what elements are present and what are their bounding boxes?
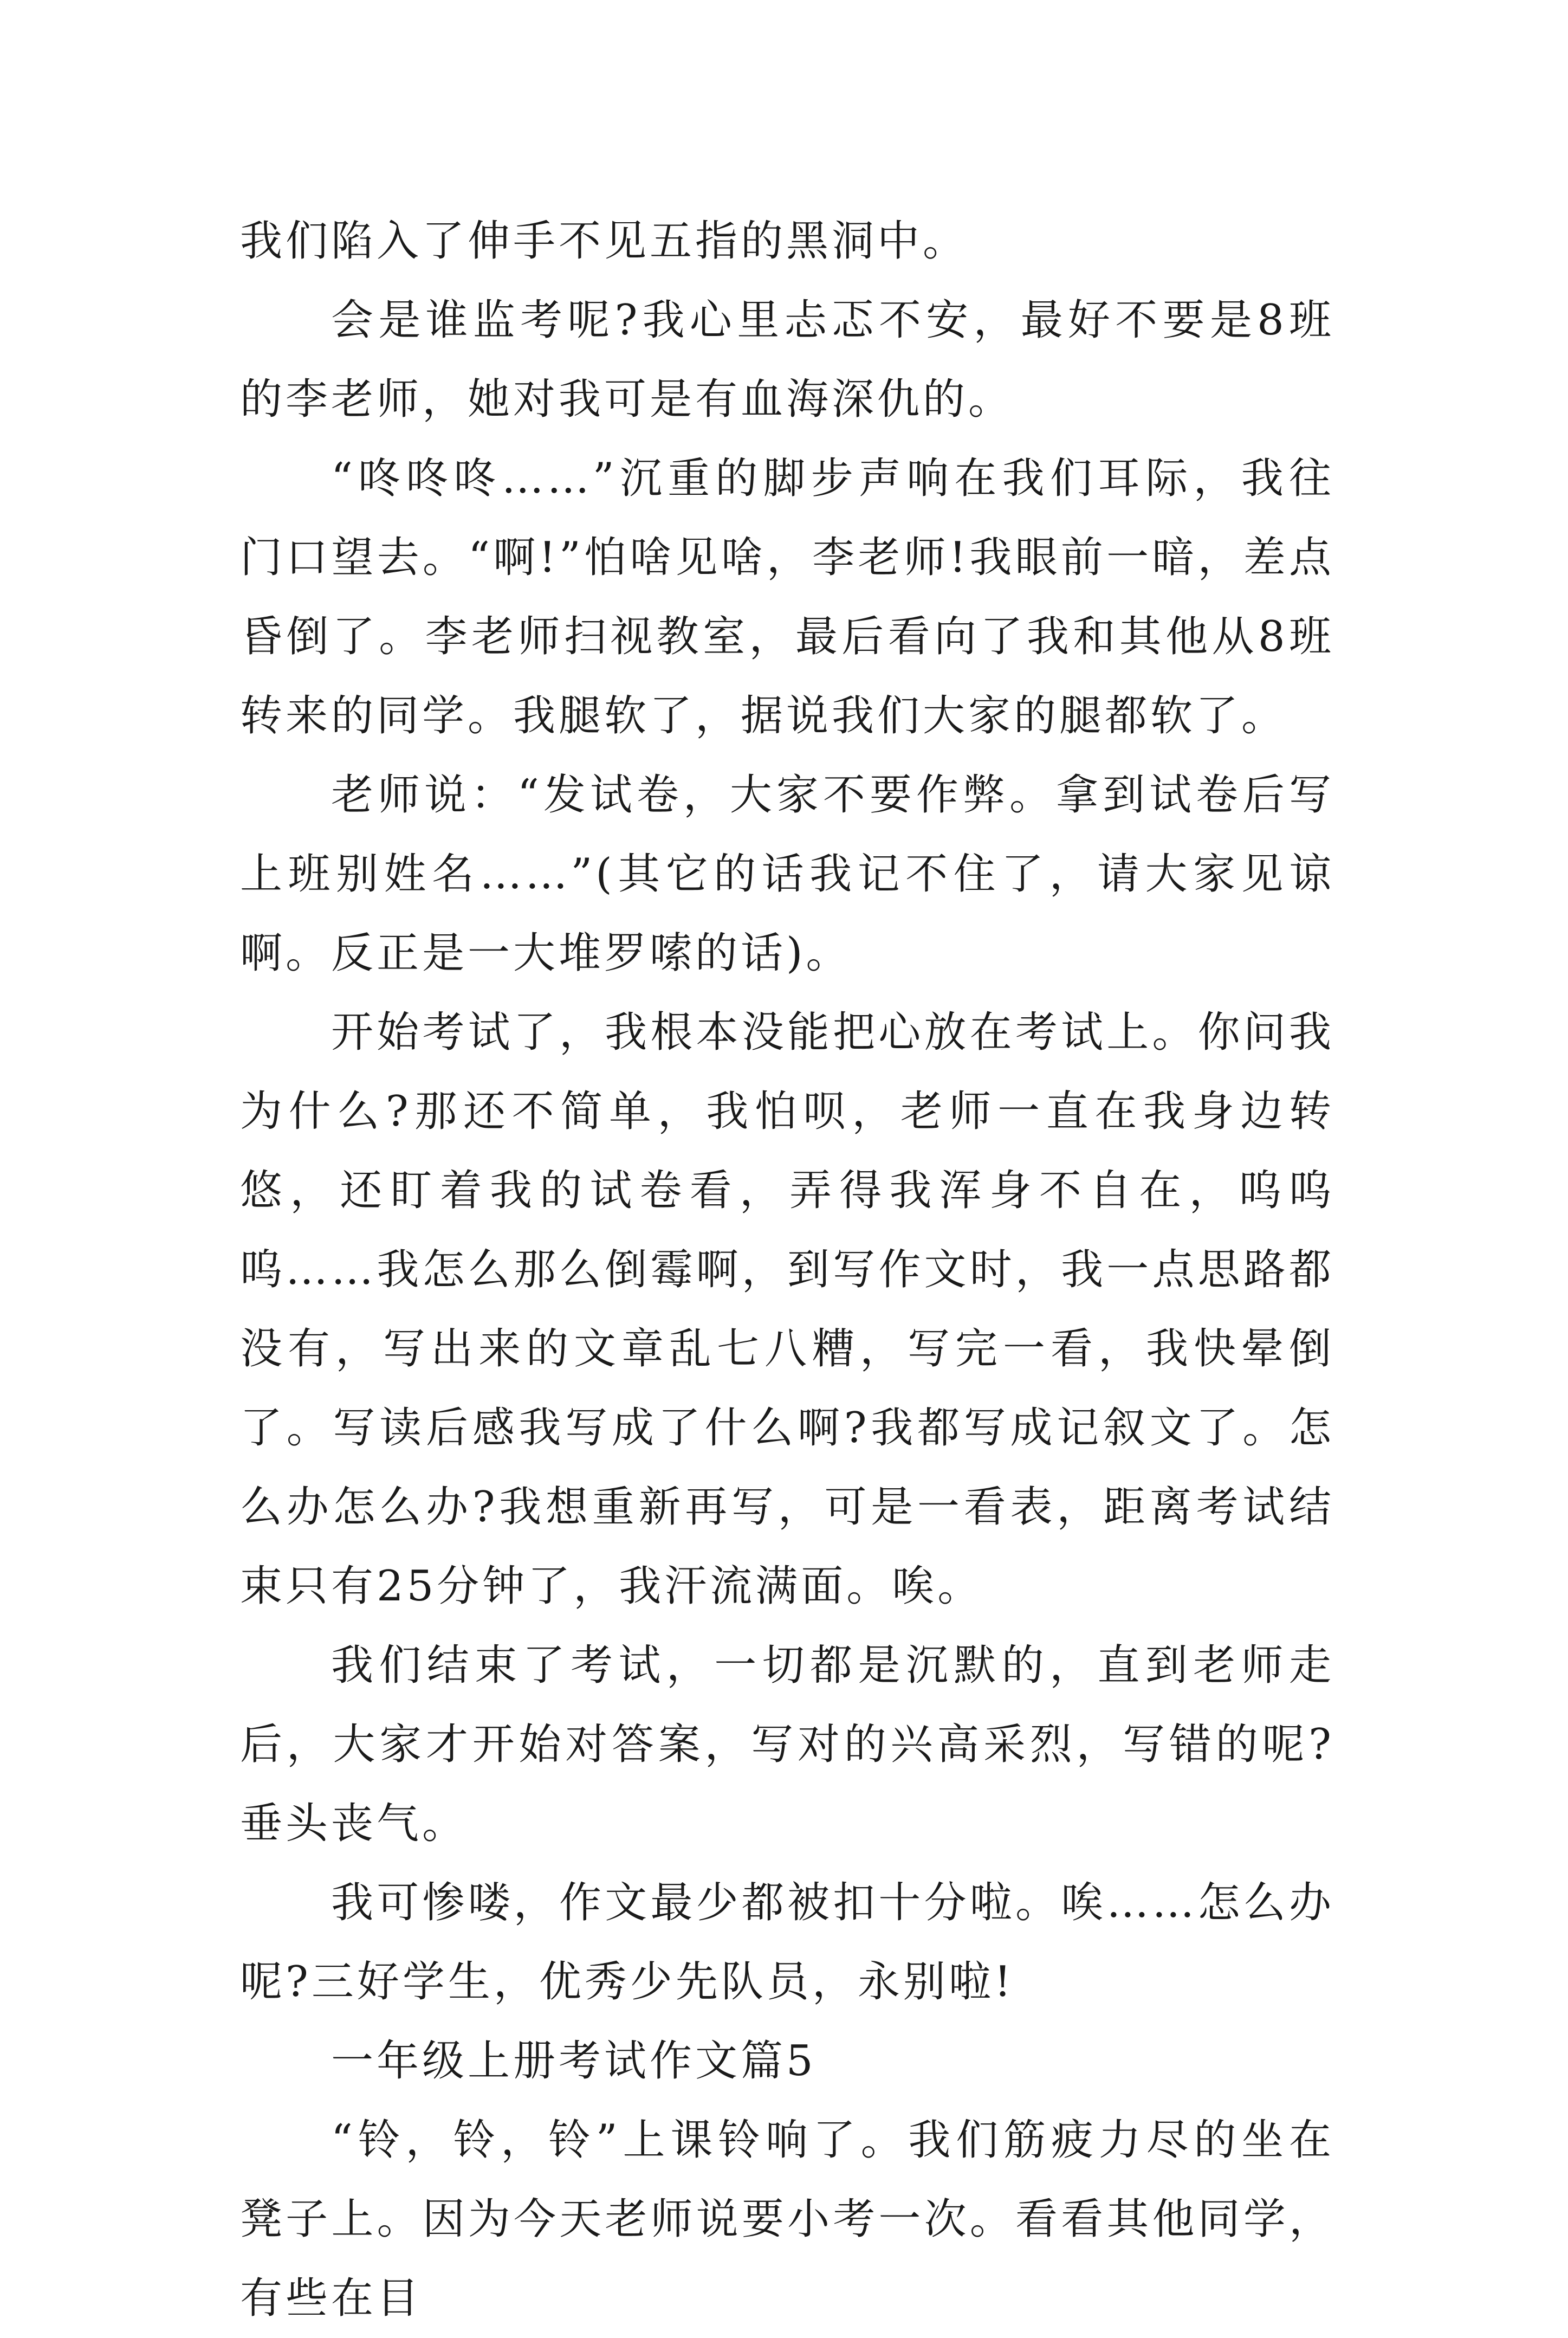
paragraph: 我可惨喽，作文最少都被扣十分啦。唉……怎么办呢?三好学生，优秀少先队员，永别啦!	[240, 1878, 1334, 2006]
document-body	[240, 202, 1334, 2338]
paragraph: 我们陷入了伸手不见五指的黑洞中。	[240, 217, 969, 266]
paragraph: 会是谁监考呢?我心里忐忑不安，最好不要是8班的李老师，她对我可是有血海深仇的。	[240, 296, 1334, 424]
paragraph: 开始考试了，我根本没能把心放在考试上。你问我为什么?那还不简单，我怕呗，老师一直在我身边转悠，还盯着我的试卷看，弄得我浑身不自在，呜呜呜……我怎么那么倒霉啊，到写作文时，我一点思路都没有，写出来的文章乱七八糟，写完一看，我快晕倒了。写读后感我写成了什么啊?我都写成记叙文了。怎么办怎么办?我想重新再写，可是一看表，距离考试结束只有25分钟了，我汗流满面。唉。	[240, 1008, 1334, 1611]
section-heading: 一年级上册考试作文篇5	[331, 2037, 817, 2085]
paragraph: “铃，铃，铃”上课铃响了。我们筋疲力尽的坐在凳子上。因为今天老师说要小考一次。看看其他同学，有些在目	[240, 2116, 1334, 2323]
paragraph: 老师说：“发试卷，大家不要作弊。拿到试卷后写上班别姓名……”(其它的话我记不住了，请大家见谅啊。反正是一大堆罗嗦的话)。	[240, 771, 1334, 978]
paragraph: “咚咚咚……”沉重的脚步声响在我们耳际，我往门口望去。“啊!”怕啥见啥，李老师!我眼前一暗，差点昏倒了。李老师扫视教室，最后看向了我和其他从8班转来的同学。我腿软了，据说我们大家的腿都软了。	[240, 454, 1334, 740]
paragraph: 我们结束了考试，一切都是沉默的，直到老师走后，大家才开始对答案，写对的兴高采烈，写错的呢?垂头丧气。	[240, 1641, 1334, 1848]
